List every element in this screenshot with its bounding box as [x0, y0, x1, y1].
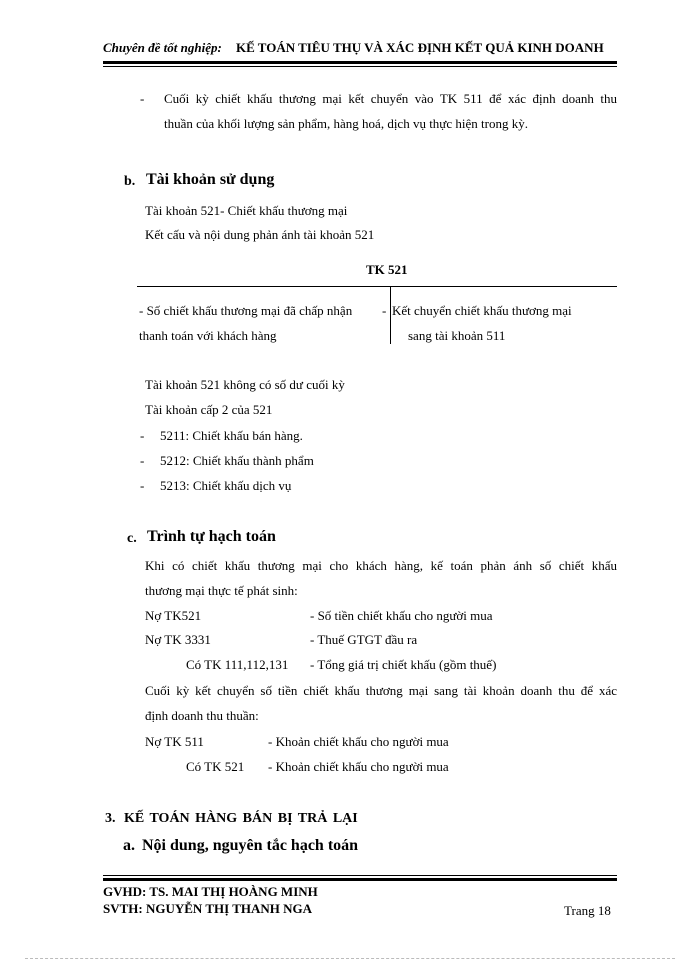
section-c-para2-line-2: định doanh thu thuần:	[145, 708, 259, 723]
intro-line-2: thuần của khối lượng sản phẩm, hàng hoá, dịch vụ thực hiện trong kỳ.	[164, 116, 528, 131]
footer-rule-thick	[103, 878, 617, 881]
page-bottom-edge	[25, 958, 675, 959]
sub-account-dash-3: -	[140, 478, 145, 493]
sub-account-dash-2: -	[140, 453, 145, 468]
section-b-title: Tài khoản sử dụng	[146, 171, 275, 188]
ledger-credit-line-2: sang tài khoản 511	[408, 328, 506, 343]
page-number: Trang 18	[564, 903, 611, 918]
ledger-vertical-line	[390, 286, 391, 344]
entry1-desc-2: - Thuế GTGT đầu ra	[310, 632, 418, 647]
sub-account-item-2: 5212: Chiết khấu thành phẩm	[160, 453, 314, 468]
entry2-desc-2: - Khoản chiết khấu cho người mua	[268, 759, 449, 774]
intro-dash: -	[140, 91, 145, 106]
entry2-account-2: Có TK 521	[186, 759, 245, 774]
entry1-account-3: Có TK 111,112,131	[186, 657, 289, 672]
footer-rule-thin	[103, 875, 617, 876]
section-3a-title: Nội dung, nguyên tắc hạch toán	[142, 837, 359, 854]
section-3a-marker: a.	[123, 837, 135, 854]
intro-line-1: Cuối kỳ chiết khấu thương mại kết chuyển vào TK 511 để xác định doanh thu	[164, 91, 617, 106]
ledger-debit-line-2: thanh toán với khách hàng	[139, 328, 277, 343]
ledger-title: TK 521	[366, 262, 408, 277]
entry1-account-1: Nợ TK521	[145, 608, 202, 623]
sub-account-item-3: 5213: Chiết khấu dịch vụ	[160, 478, 292, 493]
section-3-number: 3.	[105, 811, 116, 826]
entry1-account-2: Nợ TK 3331	[145, 632, 211, 647]
section-b-line-2: Kết cấu và nội dung phản ánh tài khoản 521	[145, 227, 375, 242]
section-b-line-1: Tài khoản 521- Chiết khấu thương mại	[145, 203, 348, 218]
section-c-para2-line-1: Cuối kỳ kết chuyển số tiền chiết khấu thương mại sang tài khoản doanh thu để xác	[145, 683, 617, 698]
ledger-credit-dash: -	[382, 303, 387, 318]
section-c-para1-line-1: Khi có chiết khấu thương mại cho khách hàng, kế toán phản ánh số chiết khấu	[145, 558, 617, 573]
section-c-marker: c.	[127, 531, 137, 546]
entry2-desc-1: - Khoản chiết khấu cho người mua	[268, 734, 449, 749]
header-rule-thick	[103, 61, 617, 64]
ledger-horizontal-line	[137, 286, 617, 287]
section-c-para1-line-2: thương mại thực tế phát sinh:	[145, 583, 298, 598]
header-subject: Chuyên đề tốt nghiệp:	[103, 40, 222, 55]
section-c-title: Trình tự hạch toán	[147, 528, 276, 545]
header-rule-thin	[103, 66, 617, 67]
balance-note: Tài khoản 521 không có số dư cuối kỳ	[145, 377, 345, 392]
ledger-debit-line-1: - Số chiết khấu thương mại đã chấp nhận	[139, 303, 353, 318]
footer-supervisor: GVHD: TS. MAI THỊ HOÀNG MINH	[103, 884, 318, 899]
ledger-credit-line-1: Kết chuyển chiết khấu thương mại	[392, 303, 572, 318]
entry1-desc-1: - Số tiền chiết khấu cho người mua	[310, 608, 493, 623]
sub-account-item-1: 5211: Chiết khấu bán hàng.	[160, 428, 303, 443]
entry1-desc-3: - Tổng giá trị chiết khấu (gồm thuế)	[310, 657, 497, 672]
header-title: KẾ TOÁN TIÊU THỤ VÀ XÁC ĐỊNH KẾT QUẢ KINH DOANH	[236, 40, 604, 55]
footer-student: SVTH: NGUYỄN THỊ THANH NGA	[103, 901, 312, 916]
section-b-marker: b.	[124, 174, 136, 189]
section-3-title: KẾ TOÁN HÀNG BÁN BỊ TRẢ LẠI	[124, 811, 358, 826]
sub-accounts-heading: Tài khoản cấp 2 của 521	[145, 402, 273, 417]
entry2-account-1: Nợ TK 511	[145, 734, 204, 749]
sub-account-dash-1: -	[140, 428, 145, 443]
